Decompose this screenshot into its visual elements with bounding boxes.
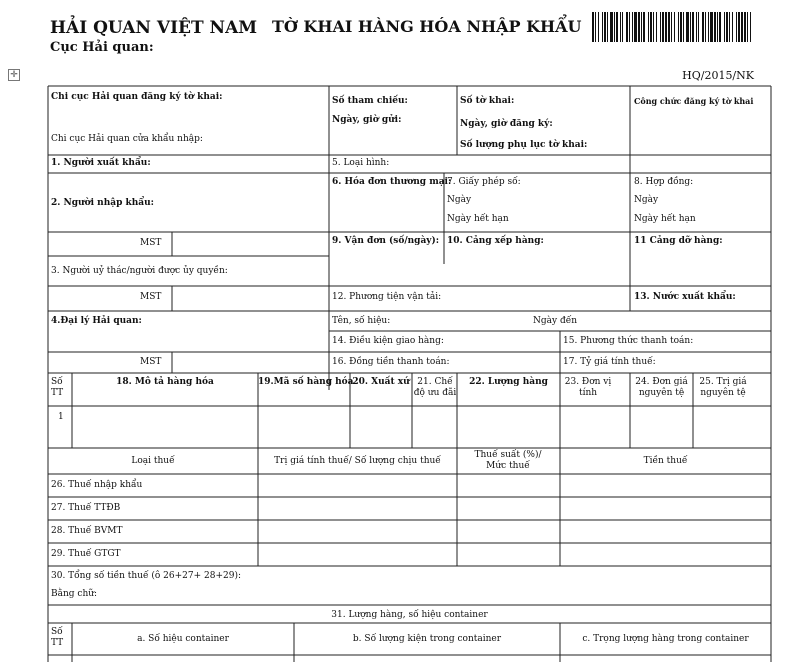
form-code: HQ/2015/NK [682, 69, 754, 82]
field-nguoi-uy-thac: 3. Người uỷ thác/người được ủy quyền: [51, 266, 228, 276]
tax-row-nhap-khau: 26. Thuế nhập khẩu [51, 480, 143, 490]
field-ngay-gio-dang-ky: Ngày, giờ đăng ký: [460, 119, 553, 129]
col-don-vi-tinh: 23. Đơn vị tính [564, 377, 612, 398]
field-cong-chuc: Công chức đăng ký tờ khai [634, 96, 754, 106]
field-nguoi-nhap-khau: 2. Người nhập khẩu: [51, 198, 154, 208]
row-number: 1 [58, 412, 64, 422]
field-dieu-kien-giao-hang: 14. Điều kiện giao hàng: [332, 336, 444, 346]
container-section-title: 31. Lượng hàng, số hiệu container [331, 610, 488, 620]
field-so-tham-chieu: Số tham chiếu: [332, 96, 408, 106]
field-nguoi-xuat-khau: 1. Người xuất khẩu: [51, 158, 151, 168]
org-name: HẢI QUAN VIỆT NAM [50, 18, 258, 38]
field-giay-phep-ngay: Ngày [447, 195, 472, 205]
mst-label: MST [140, 292, 162, 302]
col-xuat-xu: 20. Xuất xứ [352, 377, 410, 387]
col-ma-so-hang-hoa: 19.Mã số hàng hóa [258, 377, 354, 387]
move-anchor-icon[interactable]: ✛ [8, 69, 20, 81]
col-don-gia: 24. Đơn giá nguyên tệ [635, 377, 688, 398]
field-giay-phep-het-han: Ngày hết hạn [447, 214, 509, 224]
col-tien-thue: Tiền thuế [643, 456, 688, 466]
col-thue-suat: Thuế suất (%)/ Mức thuế [474, 450, 542, 471]
form-title: TỜ KHAI HÀNG HÓA NHẬP KHẨU [272, 17, 582, 36]
field-chi-cuc-dang-ky: Chi cục Hải quan đăng ký tờ khai: [51, 92, 223, 102]
tax-row-ttdb: 27. Thuế TTĐB [51, 503, 121, 513]
field-van-don: 9. Vận đơn (số/ngày): [332, 236, 440, 246]
field-phuong-thuc-thanh-toan: 15. Phương thức thanh toán: [563, 336, 694, 346]
mst-label: MST [140, 238, 162, 248]
field-ty-gia: 17. Tỷ giá tính thuế: [563, 357, 656, 367]
tax-row-bvmt: 28. Thuế BVMT [51, 526, 123, 536]
field-cang-do-hang: 11 Cảng dỡ hàng: [634, 236, 723, 246]
customs-department-label: Cục Hải quan: [50, 40, 154, 55]
field-loai-hinh: 5. Loại hình: [332, 158, 390, 168]
field-ngay-den: Ngày đến [533, 316, 578, 326]
col-che-do-uu-dai: 21. Chế độ ưu đãi [413, 377, 457, 398]
tax-bang-chu: Bằng chữ: [51, 589, 98, 599]
field-chi-cuc-cua-khau: Chi cục Hải quan cửa khẩu nhập: [51, 134, 203, 144]
col-tri-gia-tinh-thue: Trị giá tính thuế/ Số lượng chịu thuế [274, 456, 441, 466]
mst-label: MST [140, 357, 162, 367]
col-loai-thue: Loại thuế [131, 456, 175, 466]
field-giay-phep: 7. Giấy phép số: [447, 177, 521, 187]
container-col-so-tt: Số TT [51, 627, 64, 648]
field-hop-dong: 8. Hợp đồng: [634, 177, 694, 187]
container-col-so-hieu: a. Số hiệu container [137, 634, 229, 644]
field-hop-dong-ngay: Ngày [634, 195, 659, 205]
field-ten-so-hieu: Tên, số hiệu: [332, 316, 391, 326]
field-dong-tien: 16. Đồng tiền thanh toán: [332, 357, 450, 367]
col-so-tt: Số TT [51, 377, 64, 398]
field-so-to-khai: Số tờ khai: [460, 96, 515, 106]
field-hoa-don: 6. Hóa đơn thương mại: [332, 177, 452, 187]
container-col-trong-luong: c. Trọng lượng hàng trong container [582, 634, 749, 644]
field-cang-xep-hang: 10. Cảng xếp hàng: [447, 236, 544, 246]
tax-total: 30. Tổng số tiền thuế (ô 26+27+ 28+29): [51, 571, 242, 581]
field-ngay-gio-gui: Ngày, giờ gửi: [332, 115, 402, 125]
tax-row-gtgt: 29. Thuế GTGT [51, 549, 121, 559]
col-tri-gia: 25. Trị giá nguyên tệ [699, 377, 747, 398]
field-hop-dong-het-han: Ngày hết hạn [634, 214, 696, 224]
col-luong-hang: 22. Lượng hàng [469, 377, 548, 387]
field-nuoc-xuat-khau: 13. Nước xuất khẩu: [634, 292, 736, 302]
col-mo-ta-hang-hoa: 18. Mô tả hàng hóa [116, 377, 214, 387]
container-col-so-luong-kien: b. Số lượng kiện trong container [352, 634, 502, 644]
field-phuong-tien: 12. Phương tiện vận tải: [332, 292, 442, 302]
field-dai-ly-hai-quan: 4.Đại lý Hải quan: [51, 316, 142, 326]
field-so-luong-phu-luc: Số lượng phụ lục tờ khai: [460, 140, 588, 150]
